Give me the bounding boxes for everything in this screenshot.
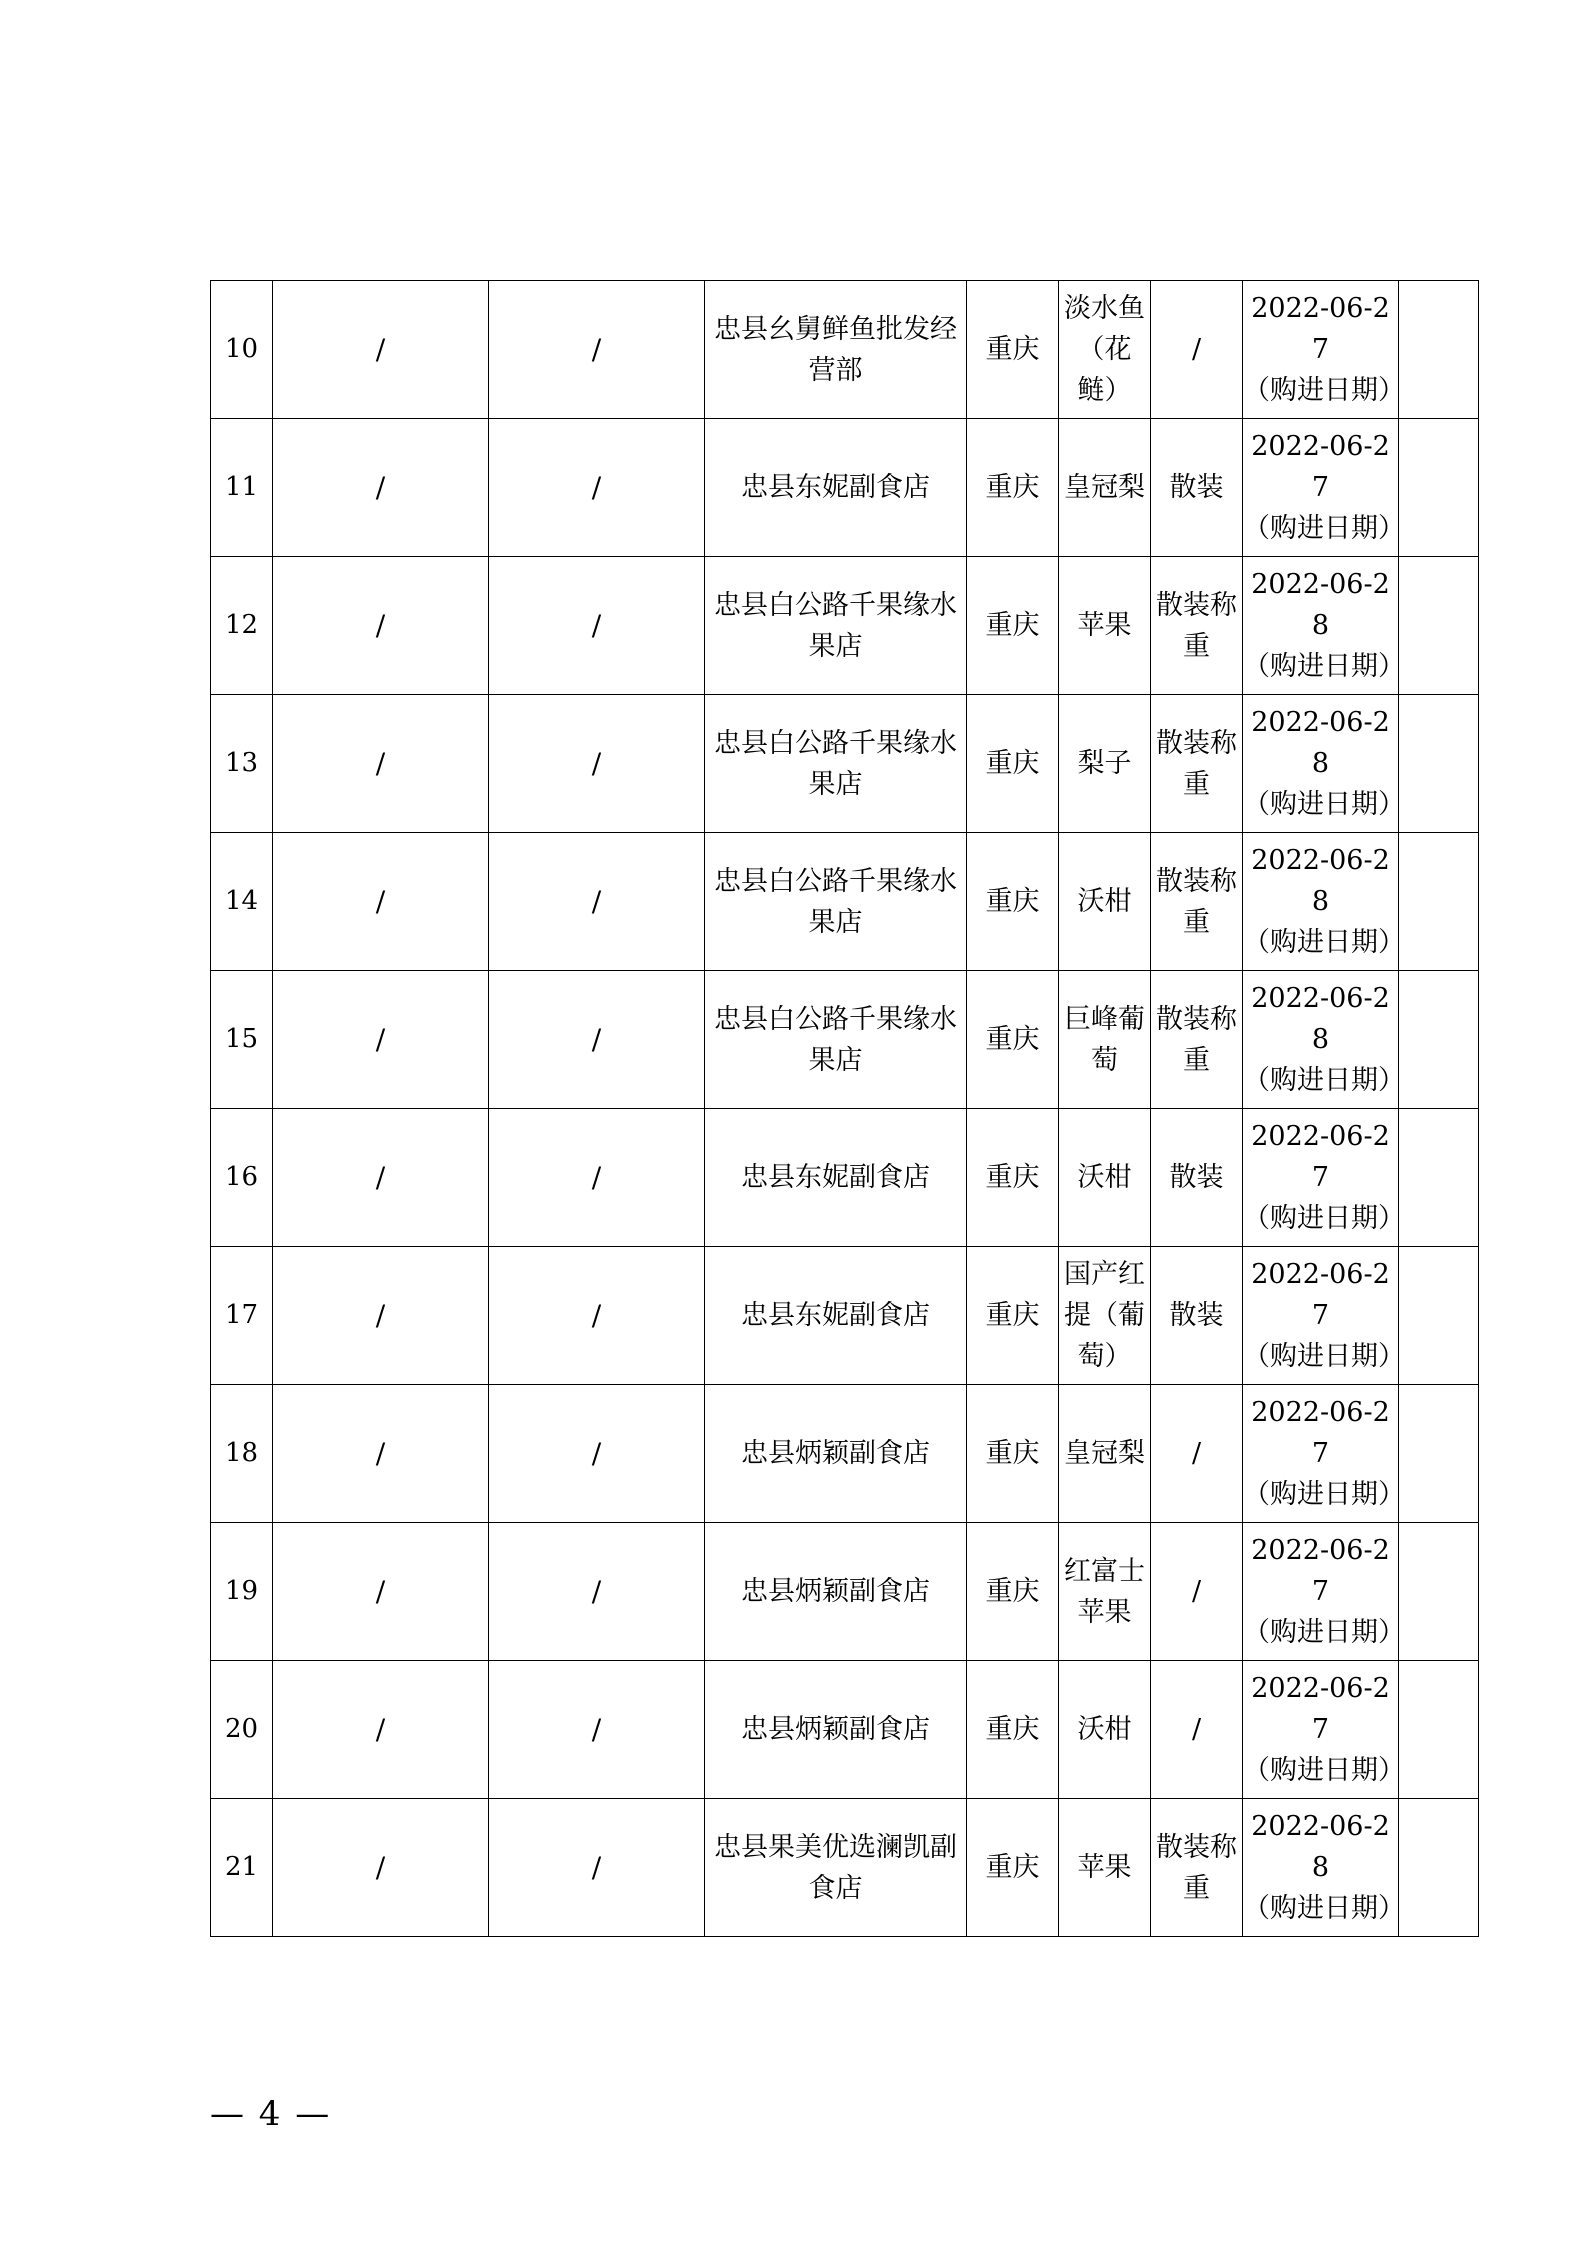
table-row xyxy=(211,695,1479,833)
cell-product-name: 沃柑 xyxy=(1059,833,1151,971)
cell-region: 重庆 xyxy=(967,833,1059,971)
table-row xyxy=(211,833,1479,971)
date-note: （购进日期） xyxy=(1243,375,1405,406)
cell-column-3: / xyxy=(489,1109,705,1247)
cell-region: 重庆 xyxy=(967,971,1059,1109)
cell-region: 重庆 xyxy=(967,1109,1059,1247)
cell-column-3: / xyxy=(489,1799,705,1937)
cell-column-3: / xyxy=(489,695,705,833)
cell-store-name: 忠县炳颖副食店 xyxy=(705,1385,967,1523)
cell-serial-number: 19 xyxy=(211,1523,273,1661)
cell-product-name: 苹果 xyxy=(1059,557,1151,695)
cell-last-column xyxy=(1399,695,1479,833)
cell-product-name: 皇冠梨 xyxy=(1059,419,1151,557)
cell-last-column xyxy=(1399,419,1479,557)
cell-column-2: / xyxy=(273,1661,489,1799)
cell-product-name: 巨峰葡萄 xyxy=(1059,971,1151,1109)
cell-serial-number: 17 xyxy=(211,1247,273,1385)
date-value: 2022-06-27 xyxy=(1251,1121,1390,1193)
cell-store-name: 忠县果美优选澜凯副食店 xyxy=(705,1799,967,1937)
cell-store-name: 忠县东妮副食店 xyxy=(705,1247,967,1385)
cell-store-name: 忠县炳颖副食店 xyxy=(705,1661,967,1799)
table-body xyxy=(211,281,1479,1937)
cell-column-3: / xyxy=(489,557,705,695)
cell-product-name: 沃柑 xyxy=(1059,1661,1151,1799)
cell-last-column xyxy=(1399,557,1479,695)
cell-product-name: 皇冠梨 xyxy=(1059,1385,1151,1523)
cell-column-2: / xyxy=(273,419,489,557)
cell-store-name: 忠县白公路千果缘水果店 xyxy=(705,833,967,971)
cell-date xyxy=(1243,557,1405,695)
date-value: 2022-06-27 xyxy=(1251,1397,1390,1469)
table-row xyxy=(211,419,1479,557)
cell-last-column xyxy=(1399,1661,1479,1799)
table-row xyxy=(211,1385,1479,1523)
cell-column-3: / xyxy=(489,1661,705,1799)
cell-specification: 散装 xyxy=(1151,1247,1243,1385)
cell-specification: / xyxy=(1151,1385,1243,1523)
cell-column-2: / xyxy=(273,1247,489,1385)
cell-product-name: 苹果 xyxy=(1059,1799,1151,1937)
date-value: 2022-06-28 xyxy=(1251,1811,1390,1883)
cell-serial-number: 16 xyxy=(211,1109,273,1247)
cell-column-2: / xyxy=(273,1799,489,1937)
date-note: （购进日期） xyxy=(1243,927,1405,958)
date-value: 2022-06-27 xyxy=(1251,293,1390,365)
cell-product-name: 红富士苹果 xyxy=(1059,1523,1151,1661)
date-value: 2022-06-27 xyxy=(1251,1535,1390,1607)
cell-date xyxy=(1243,1799,1405,1937)
table-row xyxy=(211,1247,1479,1385)
cell-region: 重庆 xyxy=(967,695,1059,833)
date-note: （购进日期） xyxy=(1243,1893,1405,1924)
cell-column-3: / xyxy=(489,1247,705,1385)
cell-serial-number: 21 xyxy=(211,1799,273,1937)
cell-region: 重庆 xyxy=(967,419,1059,557)
cell-store-name: 忠县白公路千果缘水果店 xyxy=(705,971,967,1109)
cell-column-3: / xyxy=(489,281,705,419)
date-value: 2022-06-27 xyxy=(1251,1673,1390,1745)
cell-serial-number: 10 xyxy=(211,281,273,419)
cell-store-name: 忠县白公路千果缘水果店 xyxy=(705,557,967,695)
cell-region: 重庆 xyxy=(967,1661,1059,1799)
cell-last-column xyxy=(1399,1385,1479,1523)
cell-column-3: / xyxy=(489,1523,705,1661)
date-value: 2022-06-27 xyxy=(1251,1259,1390,1331)
cell-specification: / xyxy=(1151,1661,1243,1799)
cell-region: 重庆 xyxy=(967,557,1059,695)
date-value: 2022-06-28 xyxy=(1251,983,1390,1055)
page-number: — 4 — xyxy=(210,2094,332,2134)
cell-last-column xyxy=(1399,1109,1479,1247)
cell-region: 重庆 xyxy=(967,1523,1059,1661)
cell-specification: 散装称重 xyxy=(1151,971,1243,1109)
date-note: （购进日期） xyxy=(1243,1617,1405,1648)
cell-date xyxy=(1243,695,1405,833)
table-row xyxy=(211,557,1479,695)
cell-date xyxy=(1243,281,1405,419)
cell-store-name: 忠县东妮副食店 xyxy=(705,419,967,557)
cell-store-name: 忠县白公路千果缘水果店 xyxy=(705,695,967,833)
cell-specification: 散装 xyxy=(1151,1109,1243,1247)
cell-date xyxy=(1243,1523,1405,1661)
cell-specification: 散装称重 xyxy=(1151,833,1243,971)
cell-region: 重庆 xyxy=(967,1385,1059,1523)
cell-last-column xyxy=(1399,833,1479,971)
cell-serial-number: 12 xyxy=(211,557,273,695)
date-note: （购进日期） xyxy=(1243,1755,1405,1786)
cell-specification: / xyxy=(1151,281,1243,419)
table-row xyxy=(211,1799,1479,1937)
cell-store-name: 忠县幺舅鲜鱼批发经营部 xyxy=(705,281,967,419)
sampling-table xyxy=(210,280,1479,1937)
date-note: （购进日期） xyxy=(1243,1341,1405,1372)
cell-column-2: / xyxy=(273,557,489,695)
cell-serial-number: 18 xyxy=(211,1385,273,1523)
cell-column-3: / xyxy=(489,1385,705,1523)
cell-date xyxy=(1243,1247,1405,1385)
cell-store-name: 忠县东妮副食店 xyxy=(705,1109,967,1247)
date-value: 2022-06-28 xyxy=(1251,569,1390,641)
cell-region: 重庆 xyxy=(967,1247,1059,1385)
cell-last-column xyxy=(1399,1799,1479,1937)
date-value: 2022-06-27 xyxy=(1251,431,1390,503)
date-value: 2022-06-28 xyxy=(1251,707,1390,779)
cell-serial-number: 14 xyxy=(211,833,273,971)
cell-serial-number: 13 xyxy=(211,695,273,833)
cell-date xyxy=(1243,1661,1405,1799)
cell-column-2: / xyxy=(273,1523,489,1661)
date-note: （购进日期） xyxy=(1243,789,1405,820)
table-row xyxy=(211,281,1479,419)
cell-region: 重庆 xyxy=(967,1799,1059,1937)
date-note: （购进日期） xyxy=(1243,513,1405,544)
cell-last-column xyxy=(1399,281,1479,419)
table-row xyxy=(211,1661,1479,1799)
cell-serial-number: 15 xyxy=(211,971,273,1109)
cell-column-3: / xyxy=(489,419,705,557)
date-note: （购进日期） xyxy=(1243,1203,1405,1234)
cell-date xyxy=(1243,419,1405,557)
cell-last-column xyxy=(1399,1523,1479,1661)
cell-specification: 散装称重 xyxy=(1151,695,1243,833)
table-row xyxy=(211,971,1479,1109)
cell-specification: 散装称重 xyxy=(1151,1799,1243,1937)
cell-product-name: 淡水鱼（花鲢） xyxy=(1059,281,1151,419)
cell-column-2: / xyxy=(273,971,489,1109)
cell-date xyxy=(1243,833,1405,971)
date-note: （购进日期） xyxy=(1243,1065,1405,1096)
cell-column-3: / xyxy=(489,833,705,971)
date-note: （购进日期） xyxy=(1243,1479,1405,1510)
cell-column-3: / xyxy=(489,971,705,1109)
cell-specification: 散装 xyxy=(1151,419,1243,557)
cell-specification: / xyxy=(1151,1523,1243,1661)
cell-column-2: / xyxy=(273,281,489,419)
cell-serial-number: 20 xyxy=(211,1661,273,1799)
table-row xyxy=(211,1109,1479,1247)
cell-last-column xyxy=(1399,971,1479,1109)
cell-product-name: 国产红提（葡萄） xyxy=(1059,1247,1151,1385)
cell-date xyxy=(1243,1385,1405,1523)
cell-specification: 散装称重 xyxy=(1151,557,1243,695)
cell-date xyxy=(1243,1109,1405,1247)
date-note: （购进日期） xyxy=(1243,651,1405,682)
cell-date xyxy=(1243,971,1405,1109)
cell-column-2: / xyxy=(273,1385,489,1523)
cell-product-name: 梨子 xyxy=(1059,695,1151,833)
cell-product-name: 沃柑 xyxy=(1059,1109,1151,1247)
table-row xyxy=(211,1523,1479,1661)
cell-serial-number: 11 xyxy=(211,419,273,557)
cell-column-2: / xyxy=(273,1109,489,1247)
cell-region: 重庆 xyxy=(967,281,1059,419)
cell-column-2: / xyxy=(273,833,489,971)
date-value: 2022-06-28 xyxy=(1251,845,1390,917)
cell-column-2: / xyxy=(273,695,489,833)
cell-store-name: 忠县炳颖副食店 xyxy=(705,1523,967,1661)
cell-last-column xyxy=(1399,1247,1479,1385)
